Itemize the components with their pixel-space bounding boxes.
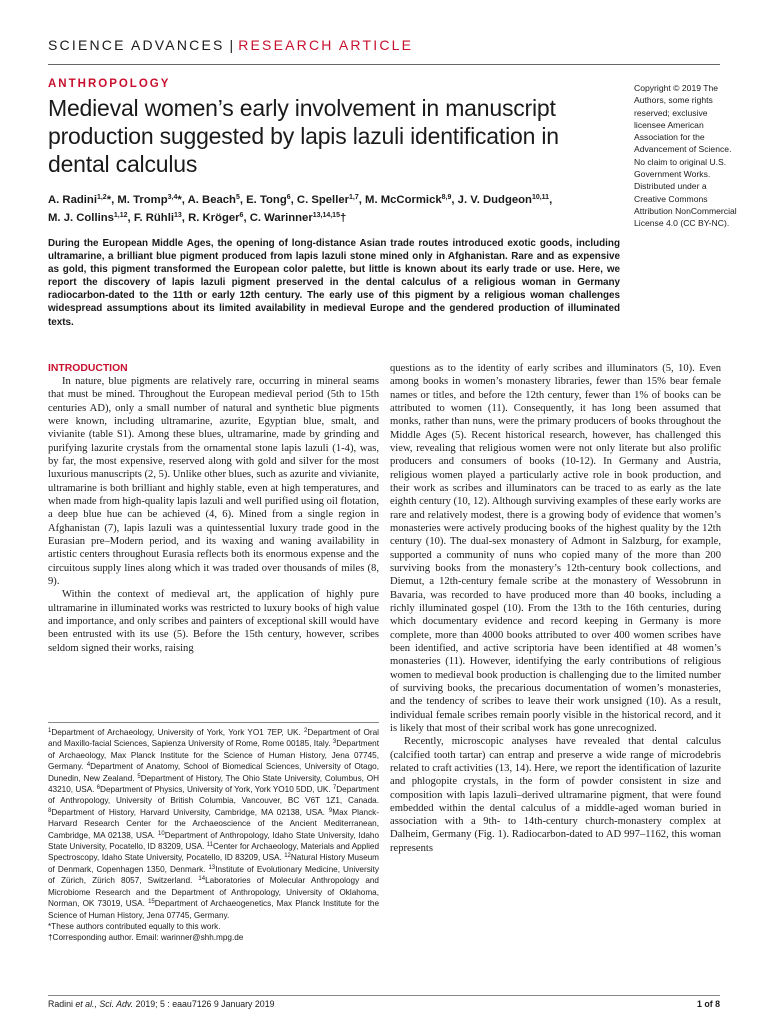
author-note-mark: † (339, 212, 347, 224)
author-affiliation-marker: 5 (235, 194, 240, 201)
corresponding-author-note: †Corresponding author. Email: warinner@shh.mpg.de (48, 933, 244, 943)
affiliation-text: Max Planck-Harvard Research Center for the Archaeoscience of the Ancient Mediterranean, Cambridge, MA 02138, USA. (48, 807, 379, 840)
author-affiliation-marker: 6 (239, 212, 244, 219)
journal-header (48, 37, 413, 53)
paragraph: Within the context of medieval art, the application of highly pure ultramarine in illuminated works was restricted to luxury books of high value and importance, and only scribes and painters of exceptional skill would have been entrusted with its use (5). Before the 15th century, however, scribes seldom signed their works, raising (48, 589, 379, 654)
affiliation-number: 10 (158, 830, 165, 837)
affiliation-text: Department of Anatomy, School of Biomedical Sciences, University of Otago, Dunedin, New Zealand. (48, 762, 379, 783)
author-name: E. Tong (246, 194, 287, 206)
affiliation-text: Department of Archaeogenetics, Max Planck Institute for the Science of Human History, Jena 07745, Germany. (48, 899, 379, 920)
author-line-1: A. Radini$^{1,2}$*, M. Tromp$^{3,4}$*, A. Beach$^5$, E. Tong$^6$, C. Speller$^{1,7}$, M. McCormick$^{8,9}$, J. V. Dudgeon$^{10,11}$, (48, 194, 553, 206)
affiliation-number: 11 (206, 842, 213, 849)
affiliation-number: 1 (48, 728, 52, 734)
author-name: M. Tromp (117, 194, 168, 206)
affiliation-number: 12 (284, 853, 291, 860)
affiliation-text: Department of History, Harvard University, Cambridge, MA 02138, USA. (51, 807, 329, 817)
affiliation-text: Center for Archaeology, Materials and Applied Spectroscopy, Idaho State University, Pocatello, ID 83209, USA. (48, 842, 380, 863)
footnote-rule (48, 722, 379, 723)
author-affiliation-marker: 1,7 (349, 194, 359, 201)
citation-details: 2019; 5 : eaau7126 9 January 2019 (135, 999, 275, 1009)
affiliation-text: Natural History Museum of Denmark, Copenhagen 1350, Denmark. (48, 853, 380, 874)
affiliation-number: 3 (332, 739, 337, 746)
right-column (390, 362, 721, 855)
author-affiliation-marker: 1,2 (96, 194, 107, 201)
page-number: 1 of 8 (697, 999, 720, 1009)
affiliation-number: 5 (137, 773, 141, 780)
affiliation-number: 2 (304, 728, 308, 734)
author-name: R. Kröger (188, 212, 240, 224)
author-affiliation-marker: 1,12 (113, 212, 128, 219)
paragraph: questions as to the identity of early scribes and illuminators (5, 10). Even among books in women’s monastery libraries, fewer than 15% bear female names or titles, and before the 12th century, fewer than 1% of books can be attributed to women (11). Consequently, it has long been assumed that monks, rather than nuns, were the primary producers of books throughout the Middle Ages (5). Recent historical research, however, has challenged this view, revealing that religious women were not only literate but also prolific producers and consumers of books (10-12). In Germany and Austria, religious women played a particularly active role in book production, and their work as scribes and illuminators can be traced to as early as the late eighth century (10, 12). Although surviving examples of these early works are rare and relatively modest, there is a growing body of evidence that women’s monasteries were actively producing books of the highest quality by the 12th century (10). The dual-sex monastery of Admont in Salzburg, for example, supported a community of nuns who copied many of the more than 200 surviving books from the monastery’s 12th-century book collections, and Diemut, a 12th-century female scribe at the monastery of Wessobrunn in Bavaria, was recorded to have produced more than 40 books, including a richly illuminated gospel (10). From the 13th to the 16th centuries, during which documentary evidence and record keeping in Germany is more complete, more than 4000 books attributed to over 400 women scribes have been identified, and active scriptoria have been identified at 48 women’s monasteries (11). However, identifying the early contributions of religious women to medieval book production is challenging due to the limited number of surviving books, the precarious documentation of women’s monasteries, and the tendency of scribes to leave their work unsigned (10). As a result, individual female scribes remain poorly visible in the historical record, and it is likely that most of their scribal work has gone unrecognized. (390, 363, 721, 734)
author-affiliation-marker: 3,4 (167, 194, 178, 201)
affiliation-number: 9 (328, 807, 333, 814)
author-note-mark: * (106, 194, 112, 206)
introduction-heading: INTRODUCTION (48, 363, 128, 374)
affiliation-text: Department of Oral and Maxillo-facial Sciences, Sapienza University of Rome, Rome 00185, Italy. (48, 728, 379, 749)
author-name: A. Radini (48, 194, 97, 206)
affiliation-number: 6 (96, 785, 101, 792)
affiliation-text: Department of Archaeology, University of York, York YO1 7EP, UK. (51, 728, 305, 737)
author-affiliation-marker: 10,11 (531, 194, 550, 201)
affiliation-text: Department of Anthropology, University of British Columbia, Vancouver, BC V6T 1Z1, Canada. (48, 785, 380, 806)
journal-name: SCIENCE ADVANCES (48, 37, 225, 53)
copyright-notice: Copyright © 2019 The Authors, some rights reserved; exclusive licensee American Association for the Advancement of Science. No claim to original U.S. Government Works. Distributed under a Creative Commons Attribution NonCommercial License 4.0 (CC BY-NC). (634, 83, 737, 229)
affiliations (48, 727, 379, 921)
abstract: During the European Middle Ages, the opening of long-distance Asian trade routes introduced exotic goods, including ultramarine, a brilliant blue pigment produced from lapis lazuli stone mined only in Afghanistan. Rare and as expensive as gold, this pigment transformed the European color palette, but little is known about its early trade or use. Here, we report the discovery of lapis lazuli pigment preserved in the dental calculus of a religious woman in Germany radiocarbon-dated to the 11th or early 12th century. The early use of this pigment by a religious woman challenges widespread assumptions about its limited availability in medieval Europe and the gendered production of illuminated texts. (48, 238, 620, 328)
author-name: J. V. Dudgeon (457, 194, 532, 206)
affiliation-text: Department of Archaeology, Max Planck Institute for the Science of Human History, Jena 07745, Germany. (48, 739, 379, 772)
author-name: M. McCormick (365, 194, 442, 206)
affiliation-text: Department of Anthropology, Idaho State University, Idaho State University, Pocatello, ID 83209, USA. (48, 830, 379, 852)
author-name: M. J. Collins (48, 212, 114, 224)
paragraph: In nature, blue pigments are relatively rare, occurring in mineral seams that must be mined. Throughout the European medieval period (5th to 15th centuries AD), only a small number of natural and synthetic blue pigments were known, including ultramarine, azurite, Egyptian blue, smalt, and vivianite (table S1). Among these blues, ultramarine, made by grinding and purifying lazurite crystals from the ornamental stone lapis lazuli (1-4), was, by far, the most expensive, reserved along with gold and silver for the most luxurious manuscripts (2, 5). Unlike other blues, such as azurite and vivianite, ultramarine is both brilliant and highly stable, even at high temperatures, and when made from high-quality lapis lazuli and well purified using oil flotation, a deep blue hue can be achieved (4, 6). Mined from a single region in Afghanistan (7), lapis lazuli was a quintessential luxury trade good in the Eurasian pre–Modern period, and its waxing and waning availability in artistic centers throughout Eurasia reflects both its enormous expense and the circuitous supply lines along which it was traded over thousands of miles (8, 9). (48, 376, 379, 587)
citation-footer (48, 999, 274, 1009)
affiliation-number: 13 (208, 864, 216, 871)
section-label: ANTHROPOLOGY (48, 78, 171, 90)
author-name: C. Speller (296, 194, 350, 206)
author-name: A. Beach (187, 194, 236, 206)
affiliation-number: 4 (86, 762, 91, 769)
affiliation-number: 15 (148, 899, 155, 906)
article-type: RESEARCH ARTICLE (238, 37, 414, 53)
header-rule (48, 64, 720, 65)
affiliation-number: 14 (198, 876, 206, 883)
author-note-mark: * (177, 194, 182, 206)
affiliation-text: Department of History, The Ohio State University, Columbus, OH 43210, USA. (48, 773, 380, 795)
affiliation-text: Laboratories of Molecular Anthropology and Microbiome Research and the Department of Anthropology, University of Oklahoma, Norman, OK 73019, USA. (48, 876, 379, 909)
author-line-2: M. J. Collins$^{1,12}$, F. Rühli$^{13}$, R. Kröger$^6$, C. Warinner$^{13,14,15}$† (48, 212, 347, 224)
left-column (48, 362, 379, 655)
equal-contribution-note: *These authors contributed equally to this work. (48, 921, 221, 931)
article-title: Medieval women’s early involvement in manuscript production suggested by lapis lazuli identification in dental calculus (48, 95, 559, 177)
citation-authors: Radini (48, 999, 73, 1009)
author-name: F. Rühli (133, 212, 174, 224)
author-affiliation-marker: 8,9 (441, 194, 452, 201)
affiliation-text: Department of Physics, University of York, York YO10 5DD, UK. (100, 785, 333, 795)
affiliation-number: 8 (48, 807, 52, 814)
author-affiliation-marker: 13,14,15 (312, 212, 340, 219)
paragraph: Recently, microscopic analyses have revealed that dental calculus (calcified tooth tartar) can entrap and preserve a wide range of microdebris related to craft activities (13, 14). Here, we report the identification of lazurite and phlogopite crystals, in the form of powder consistent in size and composition with lapis lazuli–derived ultramarine pigment, that were found embedded within the dental calculus of a middle-aged woman buried in association with a 9th- to 14th-century church-monastery complex at Dalheim, Germany (Fig. 1). Radiocarbon-dated to AD 997–1162, this woman represents (390, 736, 721, 854)
author-list (48, 191, 628, 227)
footer-rule (48, 995, 720, 996)
header-separator: | (229, 37, 234, 53)
author-name: C. Warinner (249, 212, 313, 224)
citation-etal: et al., Sci. Adv. (75, 999, 134, 1009)
affiliation-number: 7 (332, 785, 337, 792)
footnotes (48, 727, 379, 944)
author-affiliation-marker: 6 (286, 194, 291, 201)
affiliation-text: Institute of Evolutionary Medicine, University of Zürich, Zürich 8057, Switzerland. (48, 864, 379, 886)
author-affiliation-marker: 13 (173, 212, 182, 219)
